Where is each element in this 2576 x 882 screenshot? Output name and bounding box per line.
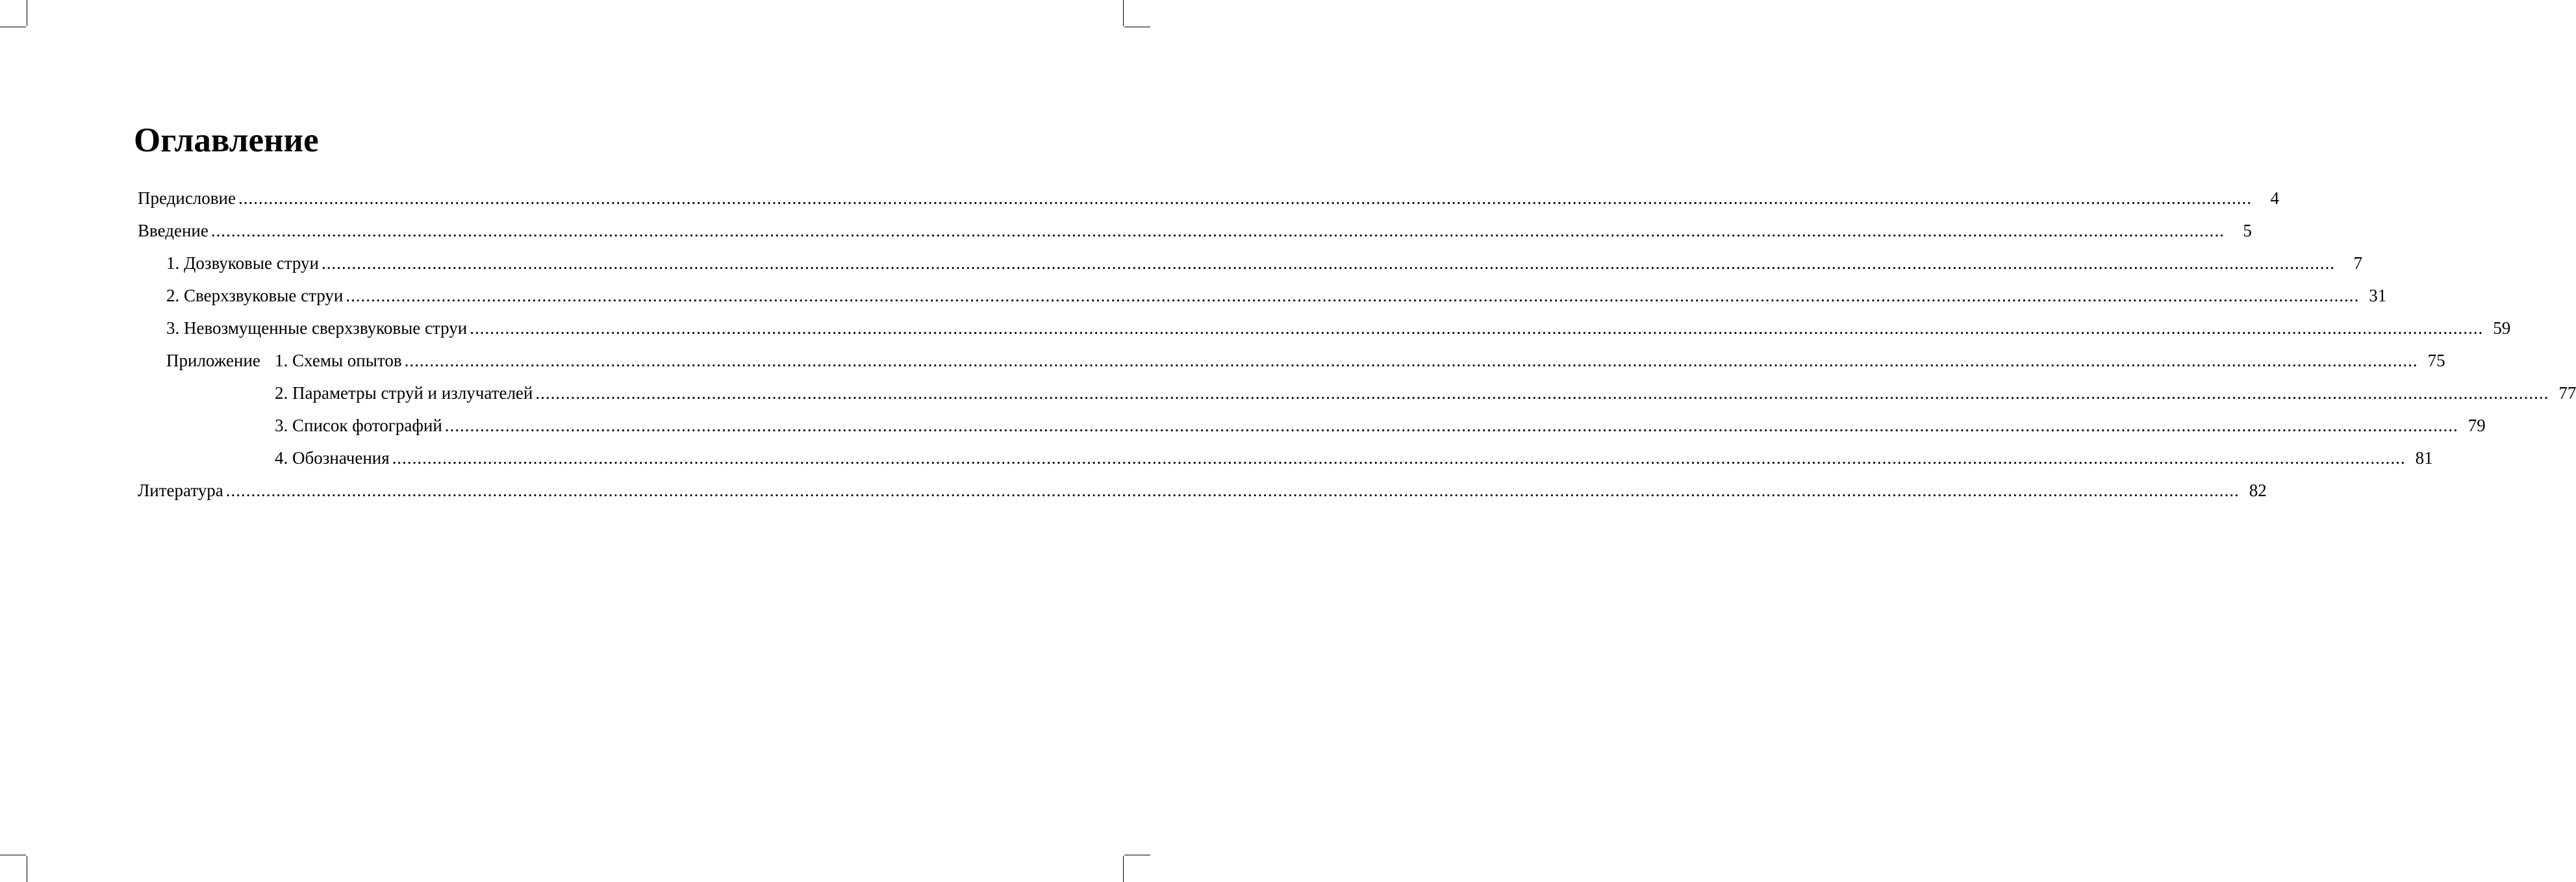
toc-entry-text: 2. Параметры струй и излучателей [275,377,533,409]
toc-entry-text: 2. Сверхзвуковые струи [166,279,343,312]
dot-leader: ................................................................................................................................................................................................................................................................................................................................................................................................................ [346,286,2360,305]
crop-mark-top-right-v [1123,0,1124,26]
toc-entry-introduction[interactable] [138,214,2252,247]
dot-leader: ................................................................................................................................................................................................................................................................................................................................................................................................................ [392,448,2406,468]
dot-leader: ................................................................................................................................................................................................................................................................................................................................................................................................................ [444,416,2458,435]
toc-entry-page: 79 [2468,416,2486,435]
dot-leader: ................................................................................................................................................................................................................................................................................................................................................................................................................ [470,318,2484,338]
toc-entry-text: 1. Схемы опытов [275,351,402,370]
dot-leader: ................................................................................................................................................................................................................................................................................................................................................................................................................ [535,383,2549,403]
toc-entry-page: 4 [2270,188,2279,208]
toc-entry-text: Литература [138,474,223,507]
toc-entry-text: Предисловие [138,182,236,214]
toc-entry-chapter-2[interactable] [138,279,2387,312]
toc-entry-page: 77 [2558,383,2576,403]
toc-entry-page: 59 [2493,318,2511,338]
toc-entry-appendix-4[interactable] [138,442,2433,474]
toc-entry-text: 3. Невозмущенные сверхзвуковые струи [166,312,467,344]
toc-entry-text: 4. Обозначения [275,442,390,474]
dot-leader: ................................................................................................................................................................................................................................................................................................................................................................................................................ [321,253,2335,273]
dot-leader: ................................................................................................................................................................................................................................................................................................................................................................................................................ [404,351,2418,370]
toc-entry-page: 5 [2243,221,2252,240]
toc-entry-text: 1. Дозвуковые струи [166,247,319,279]
crop-mark-bottom-right-v [1123,856,1124,882]
toc-entry-appendix-3[interactable] [138,409,2486,442]
toc-entry-page: 82 [2249,481,2267,500]
toc-entry-preface[interactable] [138,182,2279,214]
toc-entry-references[interactable] [138,474,2267,507]
toc-entry-appendix-1[interactable] [138,344,2445,377]
table-of-contents [138,182,2576,507]
toc-entry-appendix-2[interactable] [138,377,2576,409]
toc-entry-text: 3. Список фотографий [275,409,442,442]
dot-leader: ................................................................................................................................................................................................................................................................................................................................................................................................................ [238,188,2252,208]
appendix-prefix: Приложение [166,351,260,370]
toc-entry-page: 75 [2427,351,2445,370]
toc-entry-page: 31 [2369,286,2387,305]
toc-entry-page: 7 [2353,253,2362,273]
toc-entry-chapter-1[interactable] [138,247,2362,279]
page-title: Оглавление [134,121,319,159]
dot-leader: ................................................................................................................................................................................................................................................................................................................................................................................................................ [225,481,2240,500]
toc-entry-text: Введение [138,214,208,247]
dot-leader: ................................................................................................................................................................................................................................................................................................................................................................................................................ [210,221,2225,240]
toc-entry-page: 81 [2415,448,2433,468]
toc-entry-chapter-3[interactable] [138,312,2511,344]
